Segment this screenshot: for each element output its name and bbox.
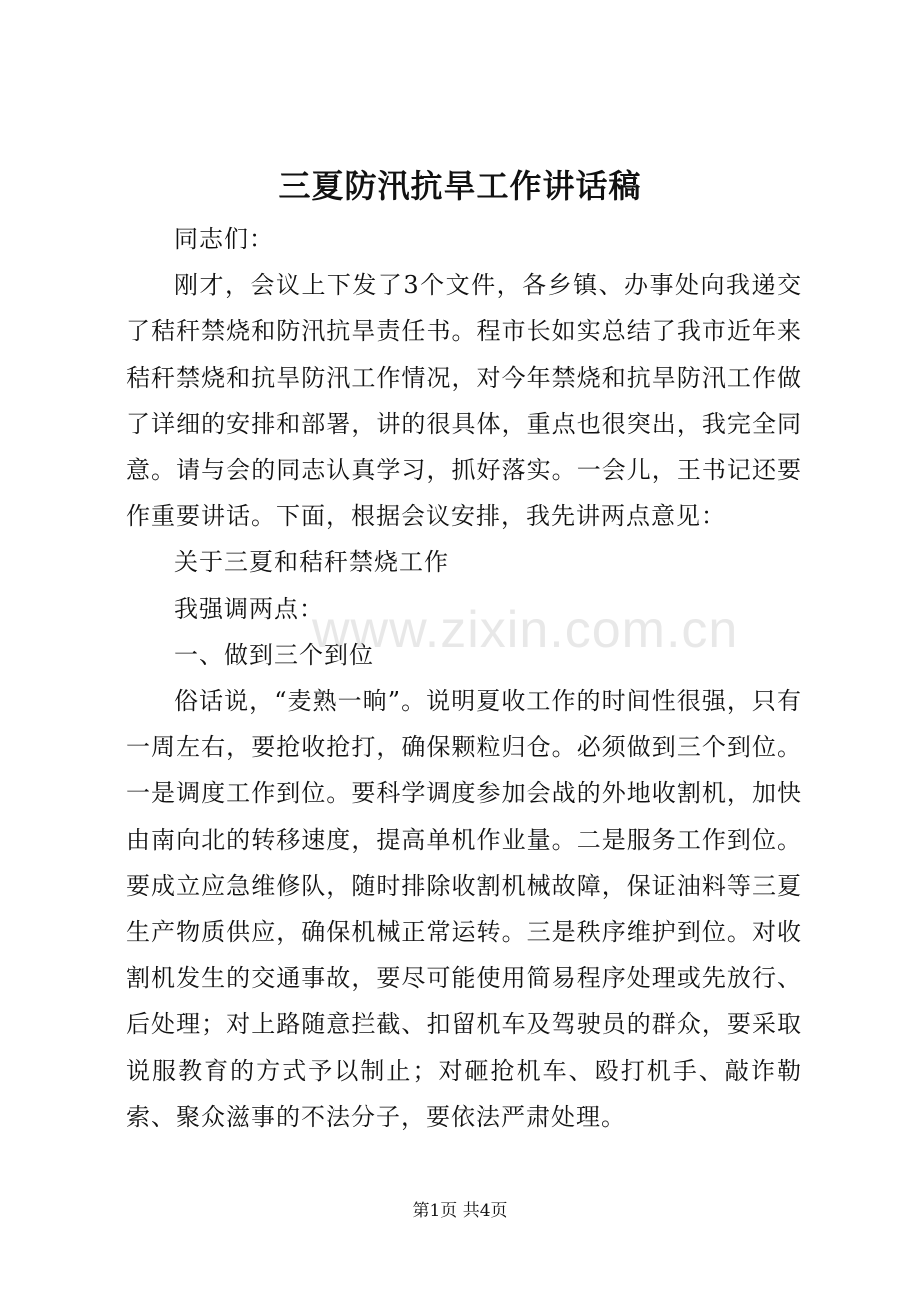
paragraph-body: 俗话说，“麦熟一晌”。说明夏收工作的时间性很强，只有一周左右，要抢收抢打，确保颗粒归仓。必须做到三个到位。一是调度工作到位。要科学调度参加会战的外地收割机，加快由南向北的转移速度，提高单机作业量。二是服务工作到位。要成立应急维修队，随时排除收割机械故障，保证油料等三夏生产物质供应，确保机械正常运转。三是秩序维护到位。对收割机发生的交通事故，要尽可能使用简易程序处理或先放行、后处理；对上路随意拦截、扣留机车及驾驶员的群众，要采取说服教育的方式予以制止；对砸抢机车、殴打机手、敲诈勒索、聚众滋事的不法分子，要依法严肃处理。 (126, 687, 802, 1131)
paragraph-greeting: 同志们： (174, 225, 274, 253)
watermark: www.zixin.com.cn (312, 601, 739, 659)
paragraph-emphasis: 我强调两点： (174, 594, 324, 623)
section-heading: 关于三夏和秸秆禁烧工作 (174, 548, 449, 577)
document-title: 三夏防汛抗旱工作讲话稿 (278, 167, 642, 205)
document-body (126, 216, 802, 1140)
subsection-heading: 一、做到三个到位 (174, 640, 374, 669)
paragraph-intro: 刚才，会议上下发了3个文件，各乡镇、办事处向我递交了秸秆禁烧和防汛抗旱责任书。程市长如实总结了我市近年来秸秆禁烧和抗旱防汛工作情况，对今年禁烧和抗旱防汛工作做了详细的安排和部署，讲的很具体，重点也很突出，我完全同意。请与会的同志认真学习，抓好落实。一会儿，王书记还要作重要讲话。下面，根据会议安排，我先讲两点意见： (126, 271, 802, 531)
page-footer: 第1页 共4页 (412, 1201, 508, 1221)
